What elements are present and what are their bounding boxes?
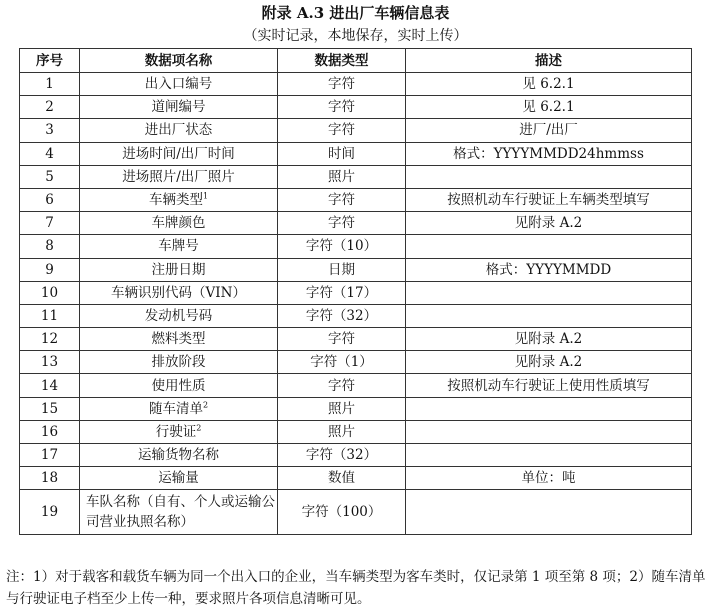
row-number-text: 9 [45,261,54,278]
item-name-text: 使用性质 [151,377,206,394]
table-row [20,235,692,258]
data-type-text: 字符（100） [301,504,382,521]
item-name-cell [80,235,278,258]
header-cell: 数据项名称 [80,49,278,73]
row-number-text: 13 [40,354,59,371]
item-name-text: 车牌颜色 [151,215,206,232]
table-row [20,142,692,165]
table-row [20,420,692,443]
row-number-cell [20,73,80,96]
description-cell [406,444,692,467]
item-name-text: 行驶证 [155,423,197,440]
description-cell [406,304,692,327]
description-text: 按照机动车行驶证上车辆类型填写 [447,192,650,209]
data-type-text: 字符 [328,331,355,348]
data-type-text: 日期 [328,261,355,278]
footnote-marker: 1 [202,191,209,201]
data-type-cell [278,119,406,142]
row-number-text: 14 [40,377,59,394]
item-name-cell [80,188,278,211]
data-type-cell [278,235,406,258]
description-cell [406,420,692,443]
data-type-cell [278,304,406,327]
item-name-text: 进出厂状态 [144,122,213,139]
description-cell [406,397,692,420]
description-text: 进厂/出厂 [519,122,578,139]
data-type-cell [278,374,406,397]
item-name-cell [80,304,278,327]
item-name-text: 运输量 [158,470,199,487]
footnote-marker: 2 [202,400,209,410]
item-name-text: 进场时间/出厂时间 [122,145,235,162]
table-row [20,490,692,535]
item-name-text: 车辆类型 [148,192,203,209]
data-type-text: 字符（17） [305,284,378,301]
data-type-cell [278,467,406,490]
row-number-cell [20,142,80,165]
header-cell: 数据类型 [278,49,406,73]
row-number-text: 8 [45,238,54,255]
table-row [20,119,692,142]
data-type-cell [278,142,406,165]
row-number-cell [20,165,80,188]
row-number-text: 10 [40,284,59,301]
row-number-text: 17 [40,447,59,464]
row-number-cell [20,397,80,420]
row-number-cell [20,467,80,490]
row-number-cell [20,258,80,281]
data-type-cell [278,96,406,119]
description-cell [406,258,692,281]
item-name-cell [80,374,278,397]
table-row [20,467,692,490]
description-cell [406,73,692,96]
footnote: 注：1）对于载客和载货车辆为同一个出入口的企业，当车辆类型为客车类时，仅记录第 1 项至第 8 项；2）随车清单与行驶证电子档至少上传一种，要求照片各项信息清晰可见。 [6,569,706,607]
item-name-cell [80,119,278,142]
table-row [20,304,692,327]
data-type-text: 照片 [328,423,355,440]
description-cell [406,490,692,535]
description-text: 见附录 A.2 [514,331,583,348]
row-number-cell [20,490,80,535]
description-cell [406,188,692,211]
item-name-cell [80,142,278,165]
data-type-text: 字符（32） [305,307,378,324]
data-type-cell [278,444,406,467]
description-text: 格式：YYYYMMDD24hmmss [453,145,644,162]
table-header-row [20,49,692,73]
item-name-cell [80,73,278,96]
row-number-cell [20,188,80,211]
table-row [20,281,692,304]
data-type-text: 字符（10） [305,238,378,255]
table-body [20,73,692,535]
row-number-text: 6 [45,192,54,209]
item-name-text: 车牌号 [158,238,199,255]
data-type-text: 字符 [328,215,355,232]
row-number-cell [20,328,80,351]
row-number-text: 15 [40,400,59,417]
table-row [20,397,692,420]
data-type-cell [278,165,406,188]
data-type-text: 字符 [328,122,355,139]
row-number-text: 7 [45,215,54,232]
header-cell: 序号 [20,49,80,73]
row-number-text: 11 [40,307,59,324]
item-name-cell [80,328,278,351]
description-cell [406,142,692,165]
row-number-cell [20,212,80,235]
item-name-text: 随车清单 [148,400,203,417]
table-row [20,258,692,281]
row-number-cell [20,374,80,397]
item-name-text: 出入口编号 [144,76,213,93]
data-type-cell [278,490,406,535]
description-text: 见附录 A.2 [514,354,583,371]
item-name-text: 车队名称（自有、个人或运输公司营业执照名称） [86,494,275,531]
description-cell [406,235,692,258]
row-number-text: 1 [45,76,54,93]
data-type-cell [278,188,406,211]
row-number-cell [20,281,80,304]
table-row [20,165,692,188]
vehicle-info-table [19,48,692,535]
table-row [20,188,692,211]
description-text: 格式：YYYYMMDD [485,261,612,278]
description-text: 见附录 A.2 [514,215,583,232]
description-cell [406,351,692,374]
item-name-cell [80,397,278,420]
table-row [20,351,692,374]
data-type-cell [278,281,406,304]
item-name-cell [80,420,278,443]
item-name-cell [80,351,278,374]
description-cell [406,328,692,351]
item-name-cell [80,165,278,188]
description-text: 见 6.2.1 [522,99,575,116]
table-row [20,444,692,467]
data-type-text: 字符 [328,192,355,209]
row-number-cell [20,420,80,443]
item-name-cell [80,444,278,467]
item-name-text: 车辆识别代码（VIN） [111,284,246,301]
data-type-text: 字符 [328,76,355,93]
row-number-text: 5 [45,168,54,185]
table-row [20,328,692,351]
data-type-text: 字符（1） [310,354,373,371]
item-name-text: 道闸编号 [151,99,206,116]
item-name-text: 发动机号码 [144,307,213,324]
table-subtitle: （实时记录，本地保存，实时上传） [243,28,468,44]
data-type-text: 时间 [328,145,355,162]
data-type-cell [278,212,406,235]
data-type-cell [278,351,406,374]
table-row [20,73,692,96]
row-number-text: 4 [45,145,54,162]
item-name-cell [80,96,278,119]
item-name-cell [80,258,278,281]
footnote-marker: 2 [196,423,202,433]
table-row [20,212,692,235]
table-title: 附录 A.3 进出厂车辆信息表 [261,4,450,22]
table-row [20,374,692,397]
row-number-text: 19 [40,504,59,521]
item-name-text: 进场照片/出厂照片 [122,168,235,185]
item-name-cell [80,281,278,304]
item-name-text: 注册日期 [151,261,206,278]
description-cell [406,165,692,188]
row-number-text: 12 [40,331,59,348]
data-type-text: 数值 [328,470,355,487]
description-cell [406,96,692,119]
data-type-text: 字符 [328,99,355,116]
header-cell: 描述 [406,49,692,73]
row-number-cell [20,304,80,327]
data-type-cell [278,258,406,281]
item-name-cell [80,490,278,535]
description-cell [406,119,692,142]
description-text: 按照机动车行驶证上使用性质填写 [447,377,650,394]
item-name-text: 燃料类型 [151,331,206,348]
data-type-text: 照片 [328,400,355,417]
description-cell [406,212,692,235]
row-number-cell [20,96,80,119]
data-type-cell [278,328,406,351]
description-cell [406,467,692,490]
row-number-cell [20,235,80,258]
data-type-text: 字符（32） [305,447,378,464]
table-row [20,96,692,119]
description-cell [406,281,692,304]
item-name-cell [80,467,278,490]
data-type-cell [278,420,406,443]
row-number-text: 2 [45,99,54,116]
description-cell [406,374,692,397]
row-number-text: 18 [40,470,59,487]
description-text: 单位：吨 [521,470,576,487]
row-number-cell [20,119,80,142]
description-text: 见 6.2.1 [522,76,575,93]
row-number-cell [20,444,80,467]
item-name-cell [80,212,278,235]
row-number-cell [20,351,80,374]
data-type-text: 字符 [328,377,355,394]
row-number-text: 16 [40,423,59,440]
data-type-cell [278,397,406,420]
item-name-text: 排放阶段 [151,354,206,371]
item-name-text: 运输货物名称 [138,447,219,464]
data-type-text: 照片 [328,168,355,185]
data-type-cell [278,73,406,96]
row-number-text: 3 [45,122,54,139]
